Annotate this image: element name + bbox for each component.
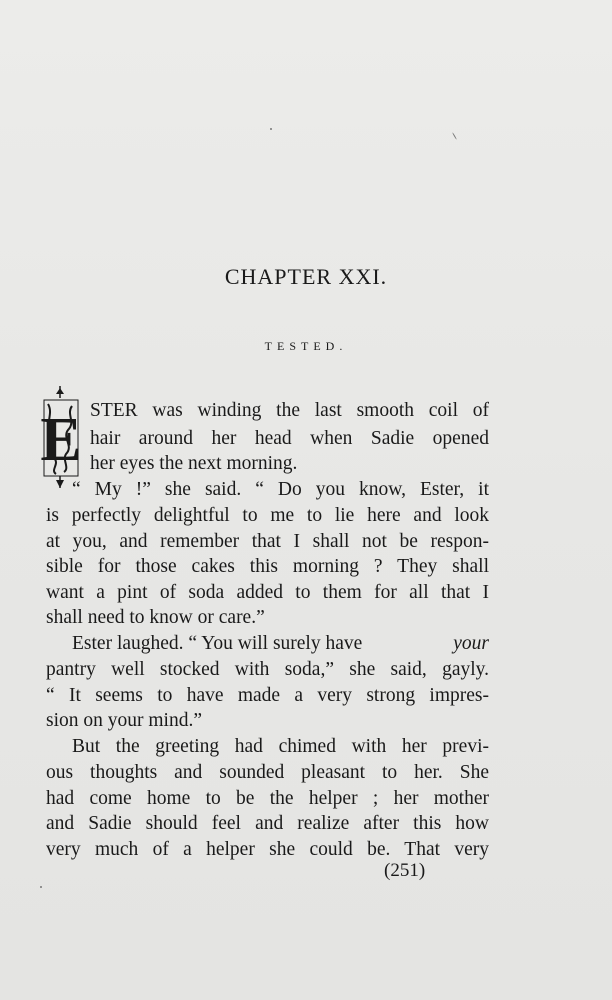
text-line: want a pint of soda added to them for all that I (46, 582, 489, 603)
text-line: STER was winding the last smooth coil of (90, 400, 489, 421)
text-line: shall need to know or care.” (46, 607, 265, 628)
text-line: hair around her head when Sadie opened (90, 428, 489, 449)
text-line (72, 631, 489, 657)
page-number: (251) (384, 860, 426, 881)
text-line: at you, and remember that I shall not be respon- (46, 531, 489, 552)
paper-speck (40, 886, 42, 888)
text-line: “ My !” she said. “ Do you know, Ester, it (72, 479, 489, 500)
text-line: had come home to be the helper ; her mother (46, 788, 489, 809)
text-line: ous thoughts and sounded pleasant to her. She (46, 762, 489, 783)
text-line: pantry well stocked with soda,” she said, gayly. (46, 659, 489, 680)
drop-cap-letter: E (40, 406, 82, 474)
text-line: and Sadie should feel and realize after this how (46, 813, 489, 834)
chapter-title: CHAPTER XXI. (224, 264, 388, 289)
text-line: sion on your mind.” (46, 710, 202, 731)
ornamental-drop-cap (34, 384, 82, 490)
text-line: her eyes the next morning. (90, 453, 298, 474)
text-run: Ester laughed. “ You will surely have (72, 633, 363, 654)
text-line: very much of a helper she could be. That very (46, 839, 489, 860)
text-line: is perfectly delightful to me to lie here and look (46, 505, 489, 526)
text-line: “ It seems to have made a very strong impres- (46, 685, 489, 706)
paper-speck (452, 132, 457, 139)
paper-speck (270, 128, 272, 130)
text-line: sible for those cakes this morning ? They shall (46, 556, 489, 577)
emphasized-word: your (453, 633, 489, 654)
text-line: But the greeting had chimed with her previ- (72, 736, 489, 757)
section-title: TESTED. (264, 339, 348, 353)
